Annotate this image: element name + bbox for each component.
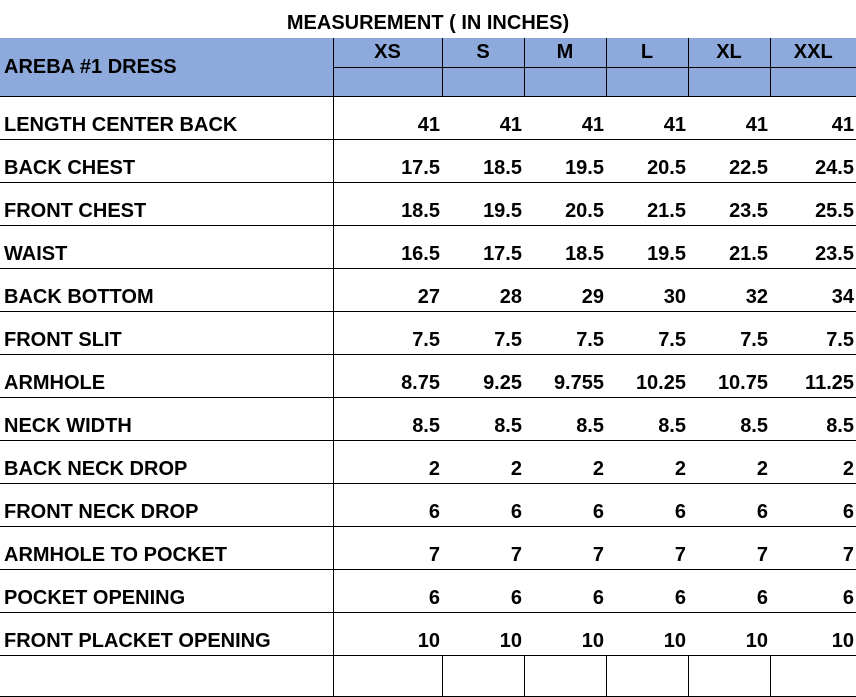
measurement-cell: 10 (524, 613, 606, 656)
measurement-cell: 8.75 (333, 355, 442, 398)
measurement-cell: 41 (688, 97, 770, 140)
measurement-cell: 41 (770, 97, 856, 140)
header-row (0, 38, 856, 68)
header-subcell (524, 68, 606, 97)
row-label: BACK NECK DROP (0, 441, 333, 484)
measurement-cell: 10 (770, 613, 856, 656)
measurement-table (0, 38, 856, 697)
measurement-cell: 6 (688, 570, 770, 613)
measurement-cell: 10 (333, 613, 442, 656)
size-header: XL (688, 38, 770, 68)
measurement-cell: 20.5 (606, 140, 688, 183)
empty-cell (333, 656, 442, 697)
size-header: XS (333, 38, 442, 68)
row-label: ARMHOLE TO POCKET (0, 527, 333, 570)
measurement-cell: 2 (688, 441, 770, 484)
measurement-cell: 17.5 (333, 140, 442, 183)
measurement-cell: 18.5 (442, 140, 524, 183)
measurement-cell: 8.5 (333, 398, 442, 441)
measurement-cell: 41 (606, 97, 688, 140)
table-row (0, 527, 856, 570)
row-label: POCKET OPENING (0, 570, 333, 613)
measurement-cell: 32 (688, 269, 770, 312)
measurement-cell: 6 (770, 570, 856, 613)
measurement-cell: 8.5 (442, 398, 524, 441)
measurement-cell: 19.5 (442, 183, 524, 226)
measurement-cell: 27 (333, 269, 442, 312)
size-header: L (606, 38, 688, 68)
measurement-cell: 24.5 (770, 140, 856, 183)
measurement-cell: 7.5 (606, 312, 688, 355)
table-row (0, 97, 856, 140)
measurement-cell: 9.25 (442, 355, 524, 398)
measurement-cell: 28 (442, 269, 524, 312)
measurement-cell: 10 (442, 613, 524, 656)
measurement-cell: 23.5 (688, 183, 770, 226)
product-name: AREBA #1 DRESS (0, 38, 333, 97)
row-label: FRONT PLACKET OPENING (0, 613, 333, 656)
measurement-cell: 16.5 (333, 226, 442, 269)
measurement-cell: 7.5 (442, 312, 524, 355)
size-header: XXL (770, 38, 856, 68)
measurement-cell: 6 (524, 484, 606, 527)
measurement-cell: 7.5 (770, 312, 856, 355)
measurement-cell: 22.5 (688, 140, 770, 183)
measurement-cell: 10 (688, 613, 770, 656)
measurement-cell: 6 (442, 570, 524, 613)
measurement-cell: 23.5 (770, 226, 856, 269)
measurement-cell: 6 (333, 570, 442, 613)
measurement-cell: 8.5 (770, 398, 856, 441)
measurement-cell: 41 (333, 97, 442, 140)
empty-cell (606, 656, 688, 697)
measurement-cell: 7 (770, 527, 856, 570)
empty-cell (0, 656, 333, 697)
measurement-cell: 8.5 (606, 398, 688, 441)
measurement-cell: 7.5 (524, 312, 606, 355)
header-subcell (606, 68, 688, 97)
measurement-cell: 21.5 (688, 226, 770, 269)
measurement-cell: 21.5 (606, 183, 688, 226)
measurement-cell: 7 (606, 527, 688, 570)
row-label: WAIST (0, 226, 333, 269)
row-label: LENGTH CENTER BACK (0, 97, 333, 140)
header-subcell (770, 68, 856, 97)
measurement-cell: 29 (524, 269, 606, 312)
table-row (0, 570, 856, 613)
measurement-cell: 8.5 (688, 398, 770, 441)
measurement-cell: 18.5 (333, 183, 442, 226)
measurement-cell: 11.25 (770, 355, 856, 398)
measurement-cell: 10 (606, 613, 688, 656)
header-subcell (442, 68, 524, 97)
measurement-cell: 25.5 (770, 183, 856, 226)
measurement-cell: 2 (770, 441, 856, 484)
measurement-cell: 8.5 (524, 398, 606, 441)
measurement-cell: 41 (524, 97, 606, 140)
measurement-cell: 7.5 (688, 312, 770, 355)
measurement-cell: 9.755 (524, 355, 606, 398)
measurement-cell: 7.5 (333, 312, 442, 355)
table-row (0, 183, 856, 226)
measurement-cell: 2 (606, 441, 688, 484)
measurement-cell: 20.5 (524, 183, 606, 226)
measurement-cell: 2 (442, 441, 524, 484)
empty-cell (770, 656, 856, 697)
measurement-cell: 6 (770, 484, 856, 527)
measurement-cell: 17.5 (442, 226, 524, 269)
size-header: S (442, 38, 524, 68)
row-label: BACK CHEST (0, 140, 333, 183)
table-row (0, 226, 856, 269)
header-subcell (688, 68, 770, 97)
table-row (0, 140, 856, 183)
empty-row (0, 656, 856, 697)
measurement-cell: 30 (606, 269, 688, 312)
measurement-cell: 6 (524, 570, 606, 613)
table-row (0, 398, 856, 441)
page-title: MEASUREMENT ( IN INCHES) (286, 12, 570, 34)
measurement-cell: 19.5 (606, 226, 688, 269)
measurement-cell: 6 (442, 484, 524, 527)
row-label: FRONT CHEST (0, 183, 333, 226)
table-row (0, 355, 856, 398)
table-row (0, 269, 856, 312)
measurement-cell: 34 (770, 269, 856, 312)
table-row (0, 312, 856, 355)
measurement-cell: 7 (333, 527, 442, 570)
measurement-cell: 2 (333, 441, 442, 484)
row-label: NECK WIDTH (0, 398, 333, 441)
measurement-cell: 6 (333, 484, 442, 527)
table-row (0, 613, 856, 656)
measurement-cell: 6 (688, 484, 770, 527)
table-row (0, 441, 856, 484)
table-row (0, 484, 856, 527)
row-label: FRONT SLIT (0, 312, 333, 355)
measurement-cell: 6 (606, 570, 688, 613)
measurement-cell: 6 (606, 484, 688, 527)
measurement-cell: 2 (524, 441, 606, 484)
measurement-cell: 7 (688, 527, 770, 570)
header-subcell (333, 68, 442, 97)
empty-cell (442, 656, 524, 697)
row-label: ARMHOLE (0, 355, 333, 398)
measurement-cell: 7 (442, 527, 524, 570)
empty-cell (688, 656, 770, 697)
measurement-cell: 7 (524, 527, 606, 570)
measurement-cell: 10.75 (688, 355, 770, 398)
measurement-cell: 41 (442, 97, 524, 140)
measurement-cell: 10.25 (606, 355, 688, 398)
measurement-cell: 19.5 (524, 140, 606, 183)
size-header: M (524, 38, 606, 68)
row-label: FRONT NECK DROP (0, 484, 333, 527)
row-label: BACK BOTTOM (0, 269, 333, 312)
measurement-cell: 18.5 (524, 226, 606, 269)
empty-cell (524, 656, 606, 697)
